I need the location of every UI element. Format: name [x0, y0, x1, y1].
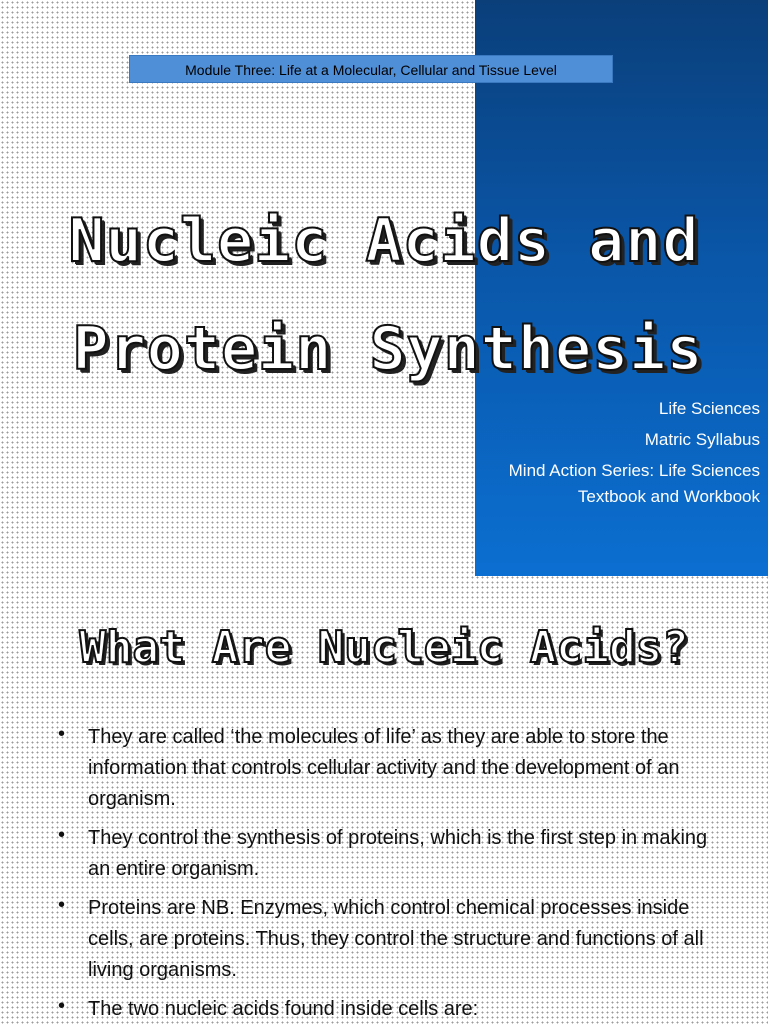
- bullet-icon: •: [58, 824, 66, 846]
- bullet-text: They are called ‘the molecules of life’ as they are able to store the information that controls cellular activity and the development of an organism.: [88, 726, 680, 810]
- module-banner: Module Three: Life at a Molecular, Cellular and Tissue Level: [129, 55, 613, 83]
- syllabus-label: Matric Syllabus: [644, 430, 760, 449]
- list-item: [58, 722, 708, 815]
- bullet-text: They control the synthesis of proteins, which is the first step in making an entire organism.: [88, 827, 708, 880]
- list-item: [58, 823, 708, 885]
- bullet-icon: •: [58, 723, 66, 745]
- bullet-icon: •: [58, 894, 66, 916]
- bullet-text: The two nucleic acids found inside cells are:: [88, 998, 479, 1020]
- content-slide: [0, 580, 768, 1024]
- book-type-label: Textbook and Workbook: [577, 487, 760, 506]
- list-item: [58, 994, 708, 1024]
- slide-title-line-2: Protein Synthesis: [72, 314, 704, 384]
- series-label: Mind Action Series: Life Sciences: [508, 461, 760, 480]
- bullet-icon: •: [58, 995, 66, 1017]
- subject-label: Life Sciences: [658, 399, 760, 418]
- slide-title-line-1: Nucleic Acids and: [68, 206, 700, 276]
- bullet-text: Proteins are NB. Enzymes, which control chemical processes inside cells, are proteins. Thus, they control the structure and functions of all living organisms.: [88, 897, 704, 981]
- list-item: [58, 893, 708, 986]
- bullet-list: [58, 722, 708, 1024]
- slide-heading: What Are Nucleic Acids?: [79, 622, 689, 673]
